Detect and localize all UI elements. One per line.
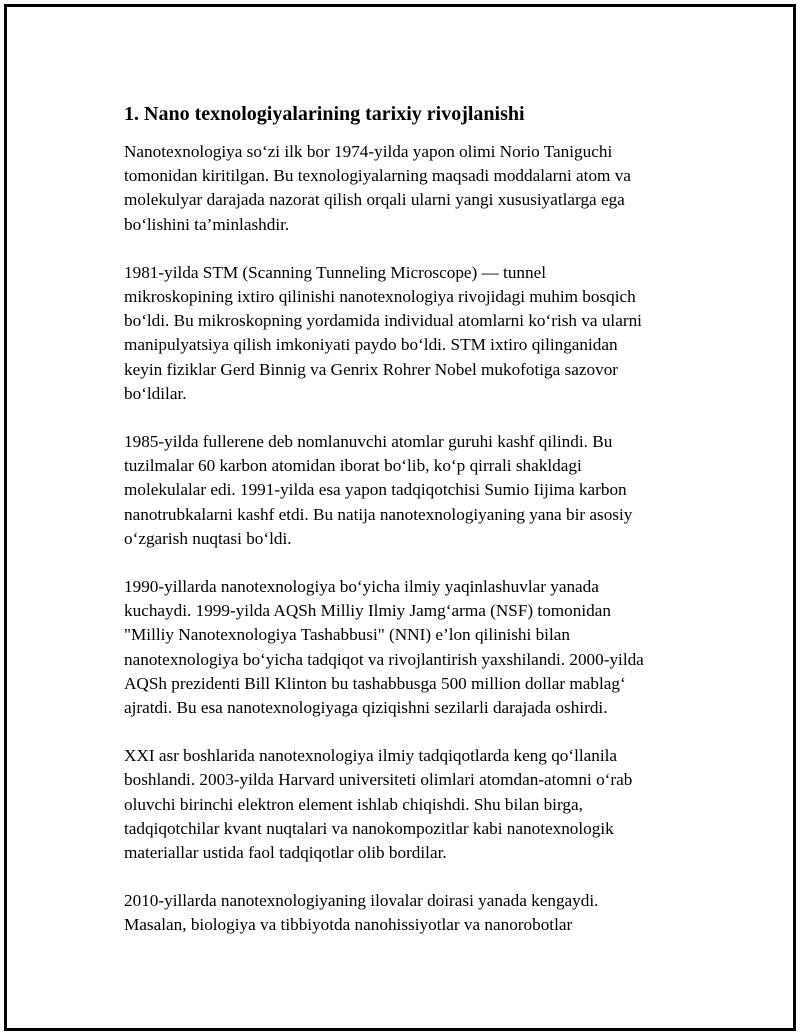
paragraph-line: nanotrubkalarni kashf etdi. Bu natija nanotexnologiyaning yana bir asosiy <box>124 504 633 524</box>
document-title: 1. Nano texnologiyalarining tarixiy rivojlanishi <box>124 103 525 125</box>
paragraph-line: 1990-yillarda nanotexnologiya bo‘yicha ilmiy yaqinlashuvlar yanada <box>124 577 599 597</box>
paragraph-line: 1985-yilda fullerene deb nomlanuvchi atomlar guruhi kashf qilindi. Bu <box>124 432 613 452</box>
paragraph-line: keyin fiziklar Gerd Binnig va Genrix Rohrer Nobel mukofotiga sazovor <box>124 359 619 379</box>
paragraph-line: 1981-yilda STM (Scanning Tunneling Microscope) — tunnel <box>124 262 547 282</box>
paragraph-line: bo‘lishini ta’minlashdir. <box>124 214 290 234</box>
paragraph-line: AQSh prezidenti Bill Klinton bu tashabbusga 500 million dollar mablag‘ <box>124 673 626 693</box>
paragraph-6 <box>124 889 704 937</box>
paragraph-line: tuzilmalar 60 karbon atomidan iborat bo‘lib, ko‘p qirrali shakldagi <box>124 456 582 476</box>
page-frame <box>4 4 796 1031</box>
paragraph-line: tomonidan kiritilgan. Bu texnologiyalarning maqsadi moddalarni atom va <box>124 166 631 186</box>
paragraph-line: molekulyar darajada nazorat qilish orqali ularni yangi xususiyatlarga ega <box>124 190 625 210</box>
paragraph-line: XXI asr boshlarida nanotexnologiya ilmiy tadqiqotlarda keng qo‘llanila <box>124 746 618 766</box>
paragraph-1 <box>124 140 704 237</box>
document-body <box>124 101 704 962</box>
paragraph-line: tadqiqotchilar kvant nuqtalari va nanokompozitlar kabi nanotexnologik <box>124 818 614 838</box>
paragraph-line: materiallar ustida faol tadqiqotlar olib bordilar. <box>124 843 447 863</box>
paragraph-line: bo‘ldilar. <box>124 383 187 403</box>
paragraph-5 <box>124 744 704 865</box>
paragraph-line: mikroskopining ixtiro qilinishi nanotexnologiya rivojidagi muhim bosqich <box>124 287 636 307</box>
paragraph-4 <box>124 575 704 720</box>
paragraph-line: nanotexnologiya bo‘yicha tadqiqot va rivojlantirish yaxshilandi. 2000-yilda <box>124 649 644 669</box>
paragraph-3 <box>124 430 704 551</box>
paragraph-line: Nanotexnologiya so‘zi ilk bor 1974-yilda yapon olimi Norio Taniguchi <box>124 142 613 161</box>
paragraph-line: oluvchi birinchi elektron element ishlab chiqishdi. Shu bilan birga, <box>124 794 583 814</box>
paragraph-line: manipulyatsiya qilish imkoniyati paydo bo‘ldi. STM ixtiro qilinganidan <box>124 335 618 355</box>
paragraph-list <box>124 140 704 938</box>
paragraph-line: ajratdi. Bu esa nanotexnologiyaga qiziqishni sezilarli darajada oshirdi. <box>124 698 608 718</box>
paragraph-line: o‘zgarish nuqtasi bo‘ldi. <box>124 528 292 548</box>
paragraph-line: Masalan, biologiya va tibbiyotda nanohissiyotlar va nanorobotlar <box>124 915 573 935</box>
paragraph-line: boshlandi. 2003-yilda Harvard universiteti olimlari atomdan-atomni o‘rab <box>124 770 633 790</box>
paragraph-line: kuchaydi. 1999-yilda AQSh Milliy Ilmiy Jamg‘arma (NSF) tomonidan <box>124 601 611 621</box>
paragraph-line: 2010-yillarda nanotexnologiyaning ilovalar doirasi yanada kengaydi. <box>124 891 599 911</box>
paragraph-line: "Milliy Nanotexnologiya Tashabbusi" (NNI) e’lon qilinishi bilan <box>124 625 570 645</box>
paragraph-line: molekulalar edi. 1991-yilda esa yapon tadqiqotchisi Sumio Iijima karbon <box>124 480 627 500</box>
paragraph-line: bo‘ldi. Bu mikroskopning yordamida individual atomlarni ko‘rish va ularni <box>124 311 642 331</box>
paragraph-2 <box>124 261 704 406</box>
